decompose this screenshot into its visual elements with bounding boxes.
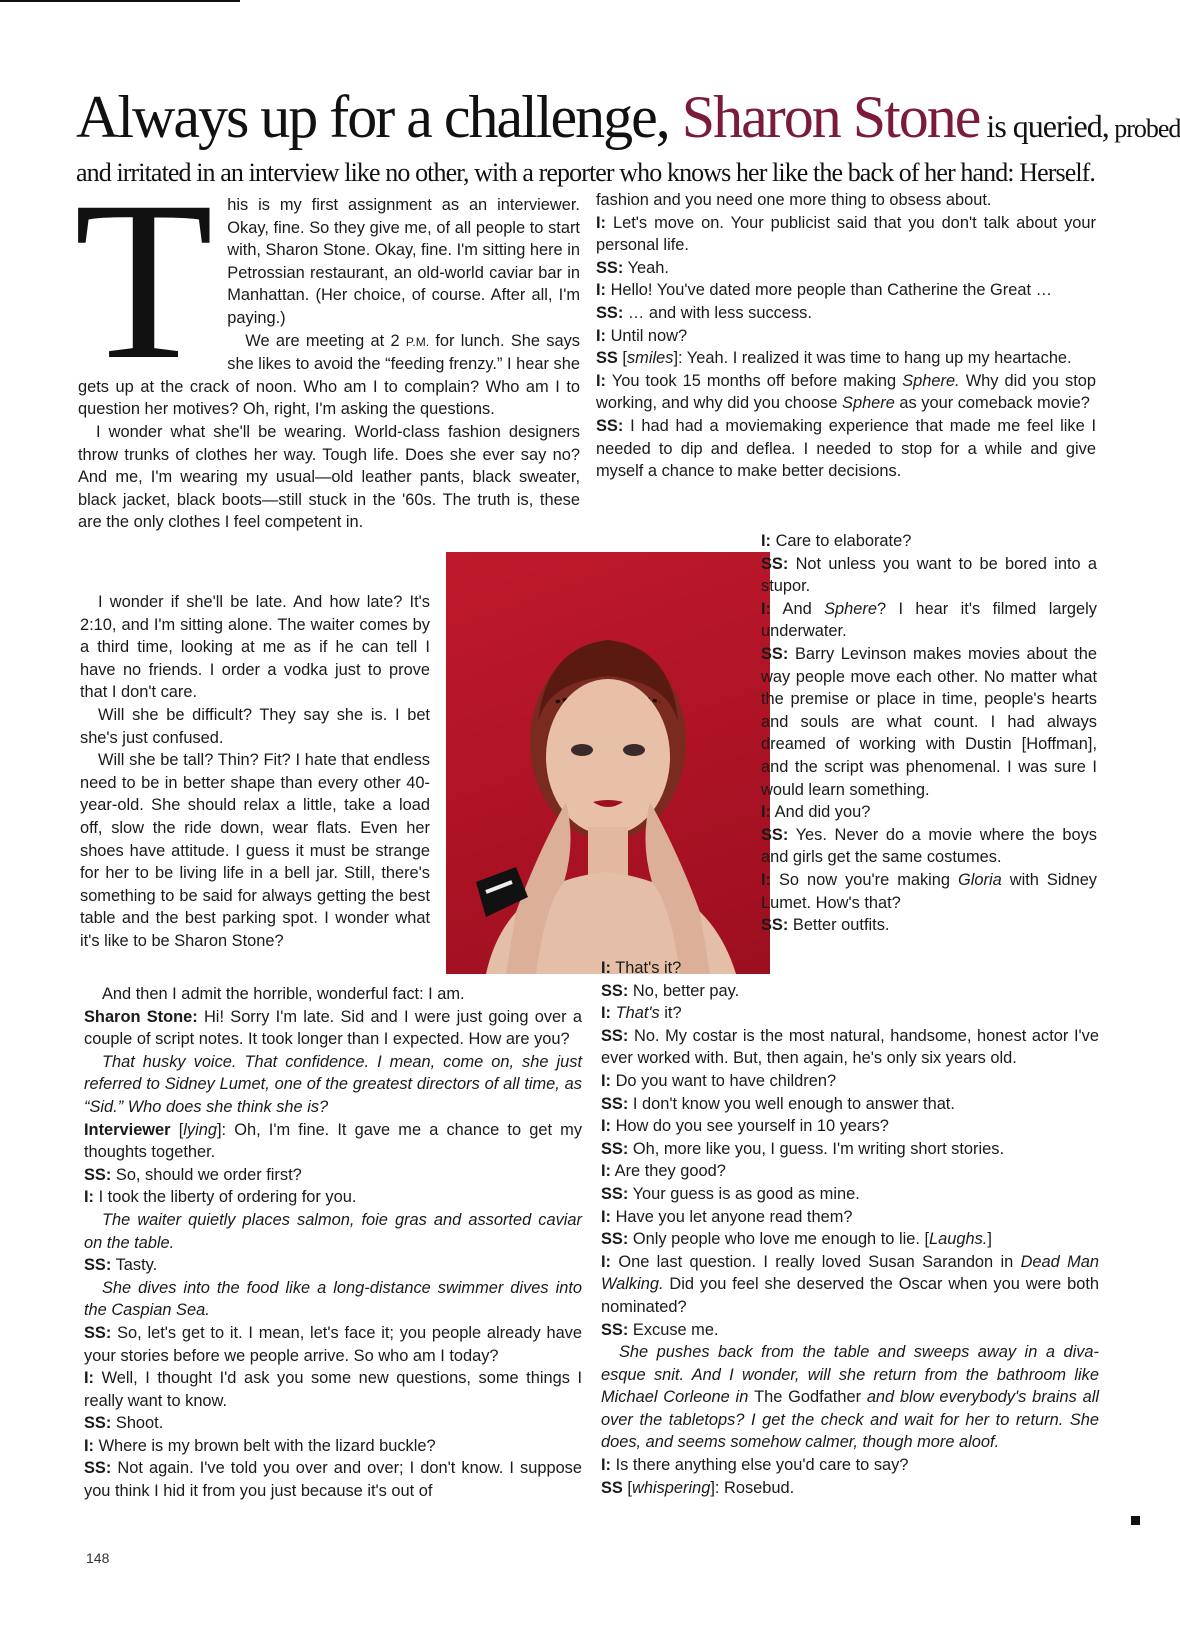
aside-text: lying [183, 1120, 217, 1139]
drop-cap: T [74, 155, 214, 407]
speaker-label: SS: [596, 258, 624, 277]
dialogue-line [601, 1319, 1099, 1342]
dialogue-text: Shoot. [111, 1414, 164, 1433]
speaker-label: SS: [601, 1230, 629, 1249]
emphasis-text: That's [611, 1004, 660, 1023]
dialogue-text: So now you're making [771, 870, 959, 889]
speaker-label: I: [601, 1117, 612, 1136]
portrait-photo [446, 552, 770, 974]
speaker-label: I: [761, 803, 772, 822]
dialogue-line [596, 257, 1096, 280]
dialogue-line [596, 212, 1096, 257]
headline-line-2: and irritated in an interview like no other, with a reporter who knows her like the back of her hand: Herself. [76, 158, 1096, 187]
film-title: The Godfather [754, 1388, 862, 1407]
small-caps-time: P.M. [405, 334, 430, 349]
intro-paragraph-5: Will she be difficult? They say she is. I bet she's just confused. [80, 705, 430, 747]
column-1-dialogue [84, 983, 582, 1503]
dialogue-text: Yeah. [623, 258, 669, 277]
dialogue-text: Not unless you want to be bored into a stupor. [761, 554, 1097, 596]
narration-text: That husky voice. That confidence. I mean, come on, she just referred to Sidney Lumet, one of the greatest directors of all time, as “Sid.” Who does she think she is? [84, 1052, 582, 1116]
dialogue-line [601, 1160, 1099, 1183]
speaker-label: SS: [84, 1323, 112, 1342]
dialogue-text: Is there anything else you'd care to say? [611, 1456, 909, 1475]
speaker-label: SS [601, 1478, 623, 1497]
dialogue-text: No, better pay. [628, 981, 740, 1000]
dialogue-line [761, 801, 1097, 824]
dialogue-line [601, 1002, 1099, 1025]
speaker-label: SS [596, 349, 618, 368]
dialogue-text: Better outfits. [788, 916, 890, 935]
headline-line-1 [76, 84, 1180, 160]
dialogue-text: Yes. Never do a movie where the boys and girls get the same costumes. [761, 825, 1097, 867]
dialogue-text: Well, I thought I'd ask you some new questions, some things I really want to know. [84, 1369, 582, 1410]
aside-bracket-open: [ [622, 1478, 632, 1497]
page-number: 148 [86, 1550, 110, 1566]
dialogue-text: Not again. I've told you over and over; I don't know. I suppose you think I hid it from you just because it's out of [84, 1459, 582, 1501]
dialogue-text: … and with less success. [623, 303, 812, 322]
dialogue-text: And did you? [771, 803, 871, 822]
portrait-illustration [446, 552, 770, 974]
dialogue-line [601, 1183, 1099, 1206]
column-2-top [596, 189, 1096, 483]
aside-bracket-close: ] [673, 349, 678, 368]
dialogue-text: ] [987, 1230, 992, 1249]
dialogue-line [761, 643, 1097, 801]
dialogue-text: : Oh, I'm fine. It gave me a chance to get my thoughts together. [84, 1120, 583, 1162]
dialogue-text: So, should we order first? [111, 1165, 302, 1184]
speaker-label: SS: [84, 1414, 112, 1433]
dialogue-line [601, 980, 1099, 1003]
dialogue-text: ? I hear it's filmed largely underwater. [761, 599, 1097, 641]
dialogue-line [601, 1025, 1099, 1070]
dialogue-text: fashion and you need one more thing to obsess about. [596, 191, 992, 209]
dialogue-text: I took the liberty of ordering for you. [94, 1188, 357, 1207]
dialogue-text: Care to elaborate? [771, 532, 912, 550]
dialogue-line [601, 1251, 1099, 1319]
headline-text: Always up for a challenge, [76, 84, 682, 150]
dialogue-line [84, 1322, 582, 1367]
dialogue-line [761, 869, 1097, 914]
speaker-label: I: [601, 1207, 612, 1226]
dialogue-line [601, 1477, 1099, 1500]
speaker-label: I: [761, 870, 772, 889]
dialogue-text: So, let's get to it. I mean, let's face it; you people already have your stories before we people arrive. So who am I today? [84, 1323, 582, 1365]
end-mark [1131, 1516, 1140, 1525]
dialogue-text: I don't know you well enough to answer that. [628, 1094, 955, 1113]
headline-name: Sharon Stone [681, 84, 980, 150]
dialogue-text: No. My costar is the most natural, handsome, honest actor I've ever worked with. But, then again, he's only six years old. [601, 1026, 1099, 1068]
speaker-label: I: [596, 326, 607, 345]
speaker-label: I: [84, 1436, 95, 1455]
speaker-label: SS: [601, 1139, 629, 1158]
dialogue-list [596, 189, 1096, 483]
dialogue-text: Do you want to have children? [611, 1071, 837, 1090]
dialogue-line [601, 1138, 1099, 1161]
speaker-label: I: [601, 1071, 612, 1090]
dialogue-text: That's it? [611, 959, 682, 977]
top-rule [0, 0, 240, 2]
dialogue-text: as your comeback movie? [894, 394, 1090, 413]
paragraph-text: We are meeting at 2 [245, 331, 406, 350]
aside-bracket-open: [ [617, 349, 627, 368]
dialogue-text: And [771, 599, 825, 618]
dialogue-list [84, 1006, 582, 1503]
dialogue-text: Are they good? [611, 1162, 726, 1181]
narration-text: The waiter quietly places salmon, foie gras and assorted caviar on the table. [84, 1210, 582, 1252]
dialogue-text: Your guess is as good as mine. [628, 1184, 860, 1203]
dialogue-text: Tasty. [111, 1256, 158, 1275]
dialogue-line [761, 530, 1097, 553]
speaker-label: SS: [601, 1320, 629, 1339]
speaker-label: I: [596, 281, 607, 300]
emphasis-text: Dead Man Walking. [601, 1252, 1099, 1294]
dialogue-text: Let's move on. Your publicist said that you don't talk about your personal life. [596, 213, 1096, 255]
dialogue-text: Did you feel she deserved the Oscar when you were both nominated? [601, 1275, 1099, 1316]
dialogue-text: Have you let anyone read them? [611, 1207, 853, 1226]
dialogue-line [84, 1051, 582, 1119]
dialogue-text: Hi! Sorry I'm late. Sid and I were just going over a couple of script notes. It took longer than I expected. How are you? [84, 1007, 582, 1049]
dialogue-line [84, 1457, 582, 1502]
speaker-label: I: [601, 1162, 612, 1181]
dialogue-text: Barry Levinson makes movies about the way people move each other. No matter what the premise or place in time, people's hearts and souls are what count. I had always dreamed of working with Dustin [Hoffman], and the script was phenomenal. I was sure I would learn something. [761, 644, 1097, 799]
speaker-label: SS: [84, 1459, 112, 1478]
headline-text-small: is queried, [979, 108, 1109, 144]
dialogue-line [601, 1228, 1099, 1251]
speaker-label: Sharon Stone: [84, 1007, 198, 1026]
speaker-label: SS: [761, 554, 789, 573]
dialogue-line [84, 1367, 582, 1412]
speaker-label: I: [761, 599, 772, 618]
dialogue-line [761, 598, 1097, 643]
dialogue-line [761, 553, 1097, 598]
dialogue-line [596, 189, 1096, 212]
emphasis-text: Sphere [842, 394, 895, 413]
intro-paragraph-4: I wonder if she'll be late. And how late? It's 2:10, and I'm sitting alone. The waiter comes by a third time, looking at me as if he can tell I have no friends. I order a vodka just to prove that I don't care. [80, 593, 430, 702]
dialogue-text: One last question. I really loved Susan Sarandon in [611, 1252, 1021, 1271]
column-1-intro [74, 155, 580, 534]
dialogue-text: Where is my brown belt with the lizard buckle? [94, 1436, 436, 1455]
emphasis-text: Sphere [824, 599, 877, 618]
dialogue-line [596, 302, 1096, 325]
emphasis-text: Sphere. [902, 371, 960, 390]
paragraph-text: for lunch. She says she likes to avoid the “feeding frenzy.” I hear she gets up at the crack of noon. Who am I to complain? Who am I to question her motives? Oh, right, I'm asking the questions. [78, 331, 580, 419]
paragraph-text: I wonder what she'll be wearing. World-class fashion designers throw trunks of clothes her way. Tough life. Does she ever say no? And me, I'm wearing my usual—old leather pants, black sweater, black jacket, black boots—still stuck in the '60s. The truth is, these are the only clothes I feel competent in. [78, 422, 580, 532]
dialogue-line [84, 1006, 582, 1051]
aside-bracket-open: [ [170, 1120, 184, 1139]
speaker-label: SS: [601, 1026, 629, 1045]
dialogue-line [601, 1115, 1099, 1138]
speaker-label: I: [84, 1369, 95, 1388]
paragraph-text: his is my first assignment as an interviewer. Okay, fine. So they give me, of all people to start with, Sharon Stone. Okay, fine. I'm sitting here in Petrossian restaurant, an old-world caviar bar in Manhattan. (Her choice, of course. After all, I'm paying.) [227, 196, 580, 327]
column-2-narrow [761, 530, 1097, 937]
emphasis-text: Laughs. [929, 1230, 988, 1249]
column-2-bottom [601, 957, 1099, 1499]
column-1-narrow [80, 591, 430, 953]
dialogue-text: Why did you stop working, and why did you choose [596, 371, 1096, 413]
dialogue-text: with Sidney Lumet. How's that? [761, 870, 1097, 912]
dialogue-line [601, 957, 1099, 980]
speaker-label: I: [601, 1252, 612, 1271]
narration-text: She pushes back from the table and sweeps away in a diva-esque snit. And I wonder, will she return from the bathroom like Michael Corleone in [601, 1343, 1099, 1407]
speaker-label: SS: [601, 981, 629, 1000]
intro-paragraph-3 [78, 421, 580, 534]
dialogue-line [596, 370, 1096, 415]
dialogue-text: : Rosebud. [714, 1478, 795, 1497]
speaker-label: I: [601, 959, 612, 977]
dialogue-text: Until now? [606, 326, 688, 345]
dialogue-line [596, 325, 1096, 348]
speaker-label: SS: [596, 303, 624, 322]
speaker-label: SS: [601, 1184, 629, 1203]
headline [76, 84, 1180, 188]
dialogue-list [761, 530, 1097, 937]
dialogue-line [84, 1254, 582, 1277]
dialogue-list [601, 957, 1099, 1499]
dialogue-line [84, 1164, 582, 1187]
speaker-label: SS: [761, 916, 789, 935]
dialogue-line [84, 1435, 582, 1458]
narration-text: and blow everybody's brains all over the tabletops? I get the check and wait for her to return. She does, and seems somehow calmer, though more aloof. [601, 1388, 1099, 1452]
aside-text: smiles [626, 349, 674, 368]
speaker-label: I: [596, 213, 607, 232]
dialogue-line [84, 1277, 582, 1322]
speaker-label: SS: [761, 644, 789, 663]
dialogue-line [596, 347, 1096, 370]
dialogue-line [84, 1209, 582, 1254]
dialogue-text: Excuse me. [628, 1320, 719, 1339]
dialogue-line [601, 1341, 1099, 1454]
speaker-label: I: [601, 1004, 612, 1023]
dialogue-line [761, 914, 1097, 937]
dialogue-line [601, 1454, 1099, 1477]
speaker-label: I: [596, 371, 607, 390]
speaker-label: I: [761, 532, 772, 550]
speaker-label: SS: [84, 1165, 112, 1184]
dialogue-line [761, 824, 1097, 869]
headline-text-small: probed [1108, 114, 1180, 143]
emphasis-text: Gloria [958, 870, 1002, 889]
speaker-label: SS: [596, 416, 624, 435]
dialogue-line [601, 1206, 1099, 1229]
dialogue-text: Only people who love me enough to lie. [ [628, 1230, 930, 1249]
dialogue-line [596, 279, 1096, 302]
dialogue-line [84, 1119, 582, 1164]
dialogue-line [84, 1186, 582, 1209]
dialogue-text: Hello! You've dated more people than Catherine the Great … [606, 281, 1052, 300]
dialogue-line [601, 1070, 1099, 1093]
dialogue-text: How do you see yourself in 10 years? [611, 1117, 889, 1136]
dialogue-text: I had had a moviemaking experience that made me feel like I needed to dip and deflea. I needed to stop for a while and give myself a chance to make better decisions. [596, 416, 1096, 481]
speaker-label: SS: [601, 1094, 629, 1113]
dialogue-line [84, 1412, 582, 1435]
dialogue-text: : Yeah. I realized it was time to hang up my heartache. [678, 349, 1072, 368]
speaker-label: I: [601, 1456, 612, 1475]
dialogue-text: Oh, more like you, I guess. I'm writing short stories. [628, 1139, 1005, 1158]
intro-paragraph-6: Will she be tall? Thin? Fit? I hate that endless need to be in better shape than every other 40-year-old. She should relax a little, take a load off, slow the ride down, wear flats. Even her shoes have attitude. I guess it must be strange for her to be living life in a bell jar. Still, there's something to be said for always getting the best table and the best parking spot. I wonder what it's like to be Sharon Stone? [80, 751, 430, 950]
intro-paragraph-7: And then I admit the horrible, wonderful fact: I am. [102, 985, 465, 1003]
dialogue-line [601, 1093, 1099, 1116]
narration-text: She dives into the food like a long-distance swimmer dives into the Caspian Sea. [84, 1278, 582, 1320]
aside-bracket-close: ] [216, 1120, 222, 1139]
speaker-label: SS: [761, 825, 789, 844]
dialogue-line [596, 415, 1096, 483]
speaker-label: I: [84, 1188, 95, 1207]
speaker-label: Interviewer [84, 1120, 171, 1139]
aside-text: whispering [631, 1478, 711, 1497]
aside-bracket-close: ] [710, 1478, 715, 1497]
speaker-label: SS: [84, 1256, 112, 1275]
dialogue-text: it? [659, 1004, 682, 1023]
dialogue-text: You took 15 months off before making [606, 371, 903, 390]
